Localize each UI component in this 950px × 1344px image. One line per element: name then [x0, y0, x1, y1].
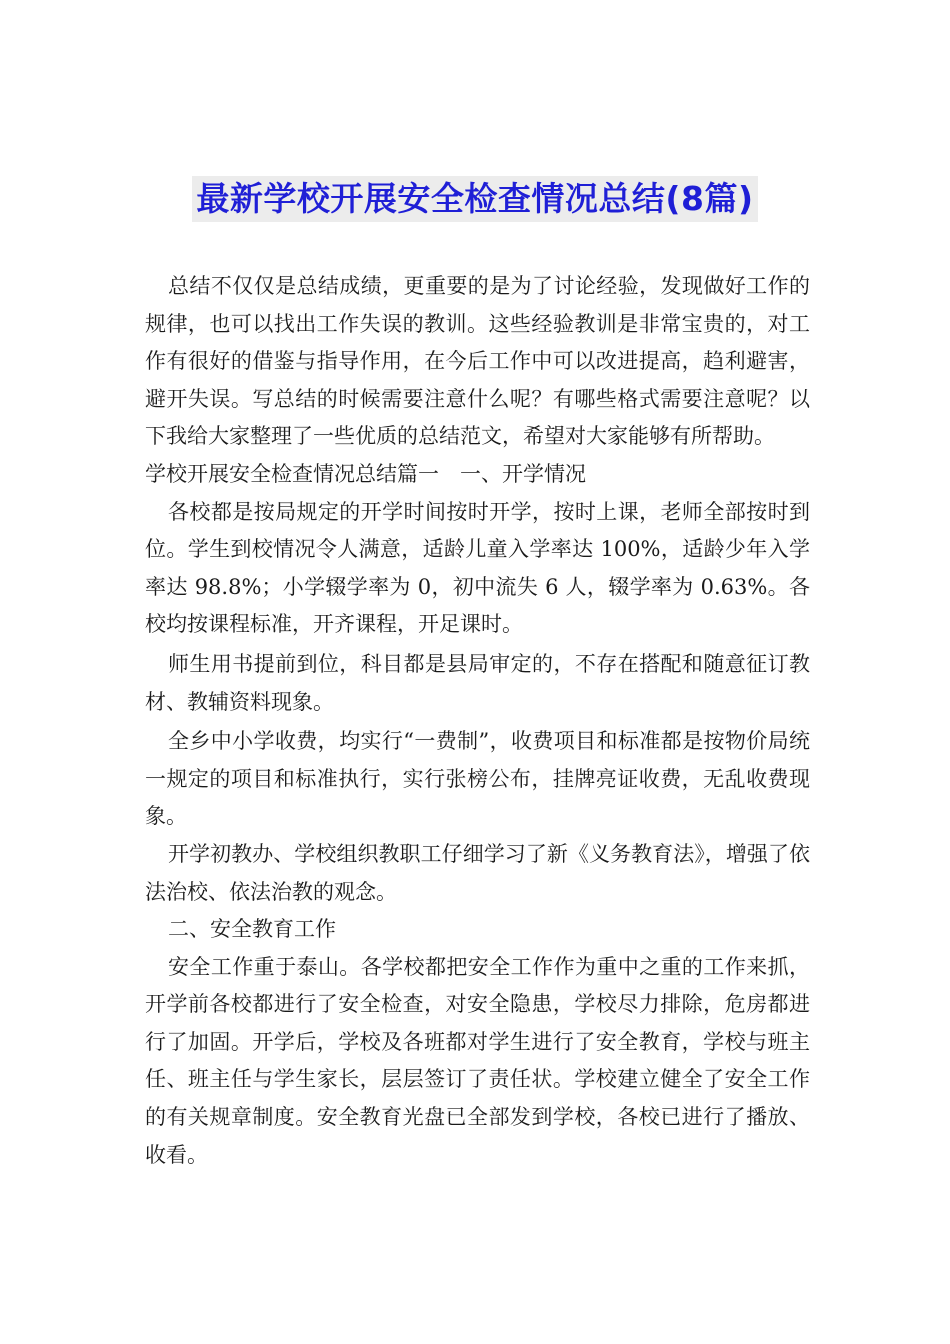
section-heading-part-one: 学校开展安全检查情况总结篇一 一、开学情况 — [145, 461, 586, 486]
fees-paragraph: 全乡中小学收费，均实行“一费制”，收费项目和标准都是按物价局统一规定的项目和标准执行，实行张榜公布，挂牌亮证收费，无乱收费现象。 — [145, 729, 810, 829]
document-body — [145, 268, 810, 1174]
enrollment-paragraph: 各校都是按局规定的开学时间按时开学，按时上课，老师全部按时到位。学生到校情况令人满意，适龄儿童入学率达 100%，适龄少年入学率达 98.8%；小学辍学率为 0，初中流失 6 人，辍学率为 0.63%。各校均按课程标准，开齐课程，开足课时。 — [145, 499, 810, 637]
section-heading-safety: 二、安全教育工作 — [168, 917, 336, 942]
intro-paragraph: 总结不仅仅是总结成绩，更重要的是为了讨论经验，发现做好工作的规律，也可以找出工作失误的教训。这些经验教训是非常宝贵的，对工作有很好的借鉴与指导作用，在今后工作中可以改进提高，趋利避害，避开失误。写总结的时候需要注意什么呢？有哪些格式需要注意呢？以下我给大家整理了一些优质的总结范文，希望对大家能够有所帮助。 — [145, 274, 810, 449]
document-title: 最新学校开展安全检查情况总结(8篇) — [192, 176, 757, 222]
title-container — [0, 176, 950, 222]
law-study-paragraph: 开学初教办、学校组织教职工仔细学习了新《义务教育法》，增强了依法治校、依法治教的观念。 — [145, 841, 810, 904]
safety-paragraph: 安全工作重于泰山。各学校都把安全工作作为重中之重的工作来抓，开学前各校都进行了安全检查，对安全隐患，学校尽力排除，危房都进行了加固。开学后，学校及各班都对学生进行了安全教育，学校与班主任、班主任与学生家长，层层签订了责任状。学校建立健全了安全工作的有关规章制度。安全教育光盘已全部发到学校，各校已进行了播放、收看。 — [145, 954, 810, 1167]
textbook-paragraph: 师生用书提前到位，科目都是县局审定的，不存在搭配和随意征订教材、教辅资料现象。 — [145, 651, 810, 714]
